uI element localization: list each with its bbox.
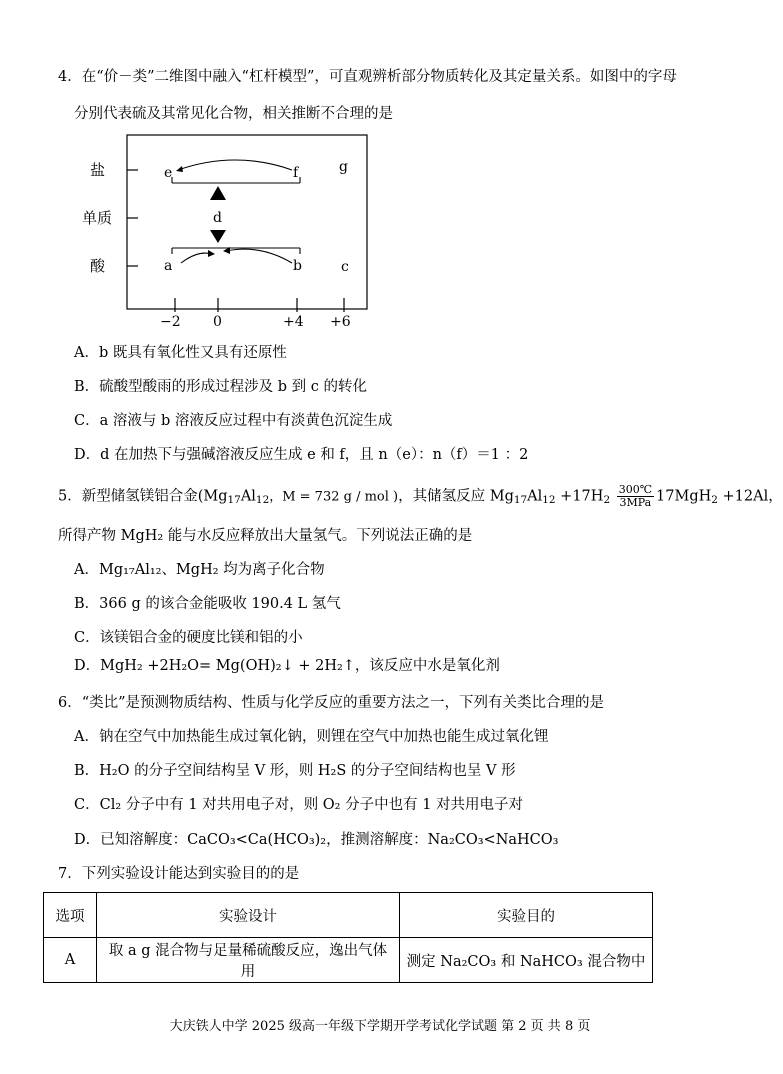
row-design: 取 a g 混合物与足量稀硫酸反应，逸出气体用 xyxy=(97,938,400,983)
q6-option-a: A．钠在空气中加热能生成过氧化钠，则锂在空气中加热也能生成过氧化锂 xyxy=(74,729,549,745)
letter-g: g xyxy=(339,159,348,175)
row-purpose: 测定 Na₂CO₃ 和 NaHCO₃ 混合物中 xyxy=(400,938,653,983)
q5-option-d: D．MgH₂ +2H₂O= Mg(OH)₂↓ + 2H₂↑，该反应中水是氧化剂 xyxy=(74,658,500,674)
x-label-plus4: +4 xyxy=(283,314,304,330)
valence-class-diagram xyxy=(80,130,380,330)
x-label-0: 0 xyxy=(213,314,222,330)
q5-stem-line1: 5．新型储氢镁铝合金($Mg_{17}Al_{12}$，M = 732 g / mol )，其储氢反应 $Mg_{17}Al_{12} +17H_2$ $\frac{300℃}{\text{3MPa}}$ 17MgH$_2$ +12Al， xyxy=(58,483,783,509)
q4-option-a: A．b 既具有氧化性又具有还原性 xyxy=(74,345,287,361)
q4-option-b: B．硫酸型酸雨的形成过程涉及 b 到 c 的转化 xyxy=(74,379,367,395)
experiment-table xyxy=(43,892,653,983)
header-purpose: 实验目的 xyxy=(400,893,653,938)
y-label-salt: 盐 xyxy=(90,161,106,179)
fulcrum-up-triangle xyxy=(210,186,226,200)
table-header-row xyxy=(44,893,653,938)
q4-option-c: C．a 溶液与 b 溶液反应过程中有淡黄色沉淀生成 xyxy=(74,413,393,429)
y-label-acid: 酸 xyxy=(90,257,106,275)
letter-e: e xyxy=(164,165,173,181)
y-label-element: 单质 xyxy=(82,209,113,227)
reaction-conditions: $\frac{300℃}{\text{3MPa}}$ xyxy=(618,483,653,509)
q5-option-a: A．Mg₁₇Al₁₂、MgH₂ 均为离子化合物 xyxy=(74,562,325,578)
fulcrum-down-triangle xyxy=(210,230,226,243)
q4-stem-line2: 分别代表硫及其常见化合物，相关推断不合理的是 xyxy=(74,106,393,122)
header-design: 实验设计 xyxy=(97,893,400,938)
letter-d: d xyxy=(213,210,222,226)
x-label-plus6: +6 xyxy=(330,314,351,330)
q6-stem: 6．“类比”是预测物质结构、性质与化学反应的重要方法之一，下列有关类比合理的是 xyxy=(58,695,605,711)
q5-option-b: B．366 g 的该合金能吸收 190.4 L 氢气 xyxy=(74,596,341,612)
q4-stem-line1: 4．在“价－类”二维图中融入“杠杆模型”，可直观辨析部分物质转化及其定量关系。如图中的字母 xyxy=(58,69,677,85)
letter-f: f xyxy=(293,165,299,181)
header-option: 选项 xyxy=(44,893,97,938)
q4-option-d: D．d 在加热下与强碱溶液反应生成 e 和 f，且 n（e）：n（f）＝1 ：2 xyxy=(74,447,529,463)
row-option: A xyxy=(44,938,97,983)
q5-option-c: C．该镁铝合金的硬度比镁和铝的小 xyxy=(74,630,303,646)
q6-option-b: B．H₂O 的分子空间结构呈 V 形，则 H₂S 的分子空间结构也呈 V 形 xyxy=(74,763,516,779)
diagram-frame xyxy=(127,135,367,309)
q6-option-d: D．已知溶解度：CaCO₃<Ca(HCO₃)₂，推测溶解度：Na₂CO₃<NaHCO₃ xyxy=(74,832,559,848)
q7-stem: 7．下列实验设计能达到实验目的的是 xyxy=(58,866,300,882)
table-row xyxy=(44,938,653,983)
q5-stem-line2: 所得产物 MgH₂ 能与水反应释放出大量氢气。下列说法正确的是 xyxy=(58,528,473,544)
letter-b: b xyxy=(293,258,302,274)
letter-c: c xyxy=(341,259,349,275)
x-label-minus2: −2 xyxy=(160,314,181,330)
letter-a: a xyxy=(164,258,173,274)
q6-option-c: C．Cl₂ 分子中有 1 对共用电子对，则 O₂ 分子中也有 1 对共用电子对 xyxy=(74,797,524,813)
page-footer: 大庆铁人中学 2025 级高一年级下学期开学考试化学试题 第 2 页 共 8 页 xyxy=(169,1019,591,1034)
